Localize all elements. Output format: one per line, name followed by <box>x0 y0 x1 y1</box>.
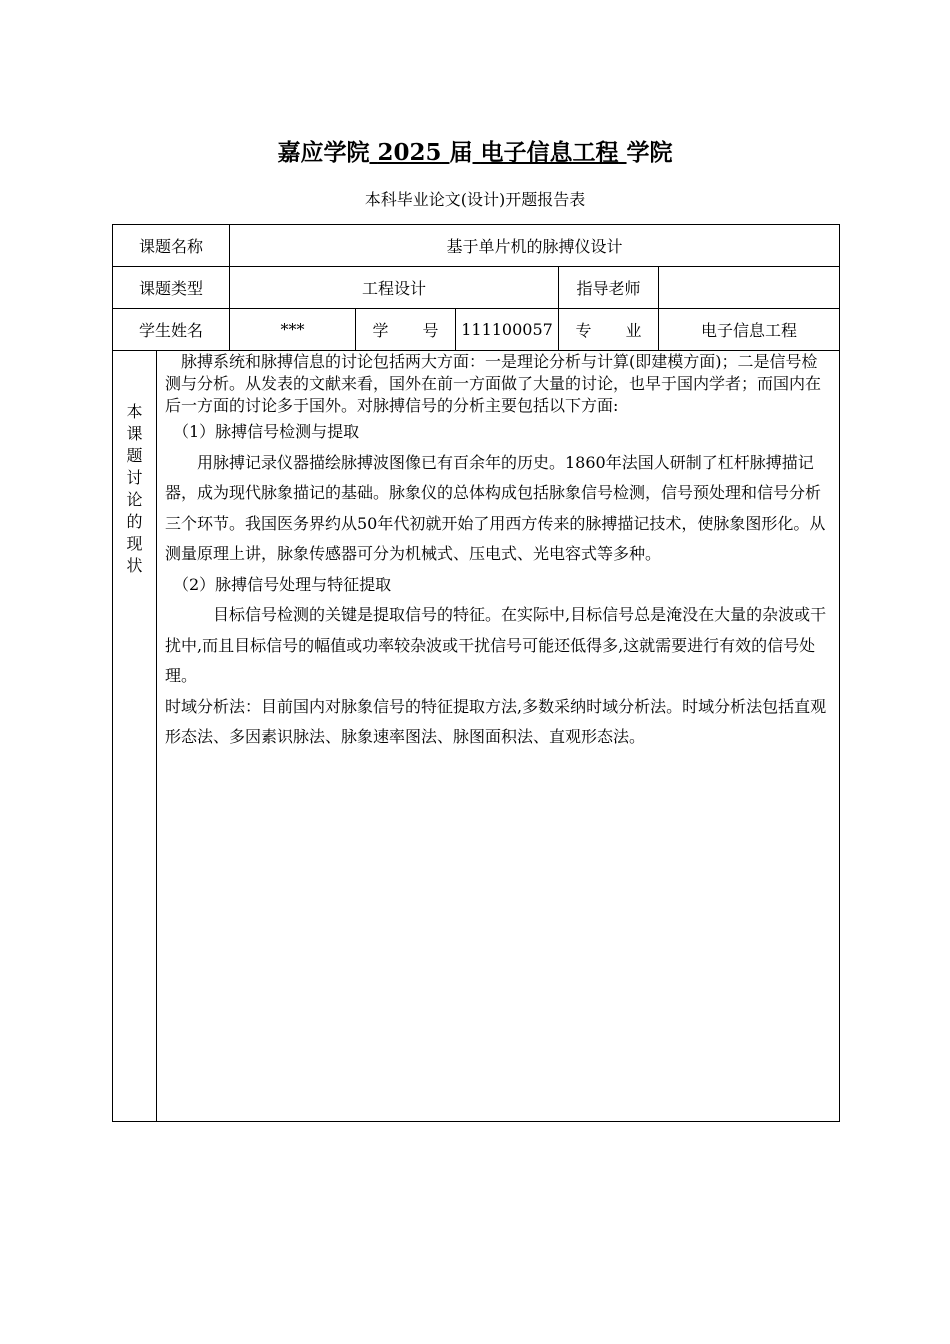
advisor-label: 指导老师 <box>559 267 659 309</box>
status-side-label: 本课题讨论的现状 <box>113 351 157 1122</box>
paragraph-time-domain: 时域分析法：目前国内对脉象信号的特征提取方法,多数采纳时域分析法。时域分析法包括直观形态法、多因素识脉法、脉象速率图法、脉图面积法、直观形态法。 <box>165 696 827 746</box>
status-content-cell <box>157 351 840 1122</box>
row-topic <box>113 225 840 267</box>
major-label: 专 业 <box>559 309 659 351</box>
topic-label: 课题名称 <box>113 225 230 267</box>
heading-processing: （2）脉搏信号处理与特征提取 <box>165 574 392 594</box>
student-label: 学生姓名 <box>113 309 230 351</box>
paragraph-intro: 脉搏系统和脉搏信息的讨论包括两大方面：一是理论分析与计算(即建模方面)；二是信号检测与分析。从发表的文献来看，国外在前一方面做了大量的讨论，也早于国内学者；而国内在后一方面的讨论多于国外。对脉搏信号的分析主要包括以下方面: <box>165 352 822 415</box>
major-value: 电子信息工程 <box>659 309 840 351</box>
status-content <box>157 351 839 753</box>
student-id-value: 111100057 <box>456 309 559 351</box>
title-college: 电子信息工程 <box>480 139 619 166</box>
advisor-value <box>659 267 840 309</box>
row-student <box>113 309 840 351</box>
title-session: 届 <box>449 139 473 166</box>
title-school: 嘉应学院 <box>277 139 370 166</box>
proposal-form-table <box>112 224 840 1122</box>
row-status <box>113 351 840 1122</box>
student-id-label: 学 号 <box>356 309 456 351</box>
heading-detection: （1）脉搏信号检测与提取 <box>165 422 360 441</box>
page-title <box>0 134 950 167</box>
paragraph-feature: 目标信号检测的关键是提取信号的特征。在实际中,目标信号总是淹没在大量的杂波或干扰中,而且目标信号的幅值或功率较杂波或干扰信号可能还低得多,这就需要进行有效的信号处理。 <box>165 605 827 685</box>
paragraph-history: 用脉搏记录仪器描绘脉搏波图像已有百余年的历史。1860年法国人研制了杠杆脉搏描记器，成为现代脉象描记的基础。脉象仪的总体构成包括脉象信号检测，信号预处理和信号分析三个环节。我国医务界约从50年代初就开始了用西方传来的脉搏描记技术，使脉象图形化。从测量原理上讲，脉象传感器可分为机械式、压电式、光电容式等多种。 <box>165 452 826 563</box>
form-subtitle: 本科毕业论文(设计)开题报告表 <box>364 190 586 209</box>
row-type <box>113 267 840 309</box>
topic-value: 基于单片机的脉搏仪设计 <box>230 225 840 267</box>
type-label: 课题类型 <box>113 267 230 309</box>
title-year: 2025 <box>377 139 442 166</box>
student-value: *** <box>230 309 356 351</box>
type-value: 工程设计 <box>230 267 559 309</box>
title-suffix: 学院 <box>626 139 673 166</box>
